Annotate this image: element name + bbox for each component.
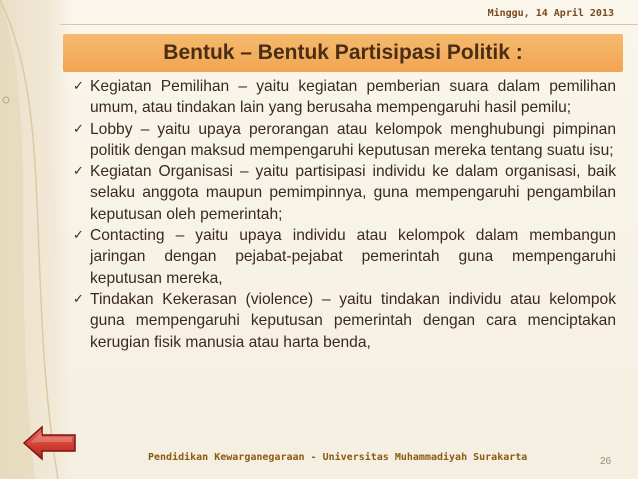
- list-item-text: Tindakan Kekerasan (violence) – yaitu tindakan individu atau kelompok guna mempengaruhi keputusan pemerintah dengan cara menciptakan kerugian fisik manusia atau harta benda,: [90, 290, 616, 351]
- list-item: [73, 225, 616, 289]
- list-item: [73, 161, 616, 225]
- list-item-text: Contacting – yaitu upaya individu atau kelompok dalam membangun jaringan dengan pejabat-pejabat pemerintah guna mempengaruhi keputusan mereka,: [90, 227, 616, 287]
- back-arrow-icon: [22, 424, 78, 462]
- check-icon: ✓: [73, 228, 84, 244]
- check-icon: ✓: [73, 291, 84, 307]
- list-item-text: Kegiatan Pemilihan – yaitu kegiatan pemberian suara dalam pemilihan umum, atau tindakan lain yang berusaha mempengaruhi hasil pemilu;: [90, 78, 616, 117]
- header-rule: [60, 24, 638, 25]
- bullet-list: [73, 76, 616, 353]
- list-item: [73, 76, 616, 119]
- check-icon: ✓: [73, 79, 84, 94]
- slide-title: Bentuk – Bentuk Partisipasi Politik :: [163, 41, 523, 64]
- list-item-text: Lobby – yaitu upaya perorangan atau kelompok menghubungi pimpinan politik dengan maksud mempengaruhi keputusan mereka tentang suatu isu;: [90, 120, 616, 159]
- check-icon: ✓: [73, 121, 84, 137]
- page-number: 26: [600, 456, 612, 467]
- check-icon: ✓: [73, 164, 84, 180]
- date-label: Minggu, 14 April 2013: [487, 8, 614, 19]
- list-item: [73, 289, 616, 353]
- list-item-text: Kegiatan Organisasi – yaitu partisipasi individu ke dalam organisasi, baik selaku anggota maupun pemimpinnya, guna mempengaruhi pengambilan keputusan oleh pemerintah;: [90, 163, 616, 223]
- back-button[interactable]: [22, 424, 78, 462]
- footer-text: Pendidikan Kewarganegaraan - Universitas Muhammadiyah Surakarta: [148, 452, 528, 463]
- list-item: [73, 119, 616, 162]
